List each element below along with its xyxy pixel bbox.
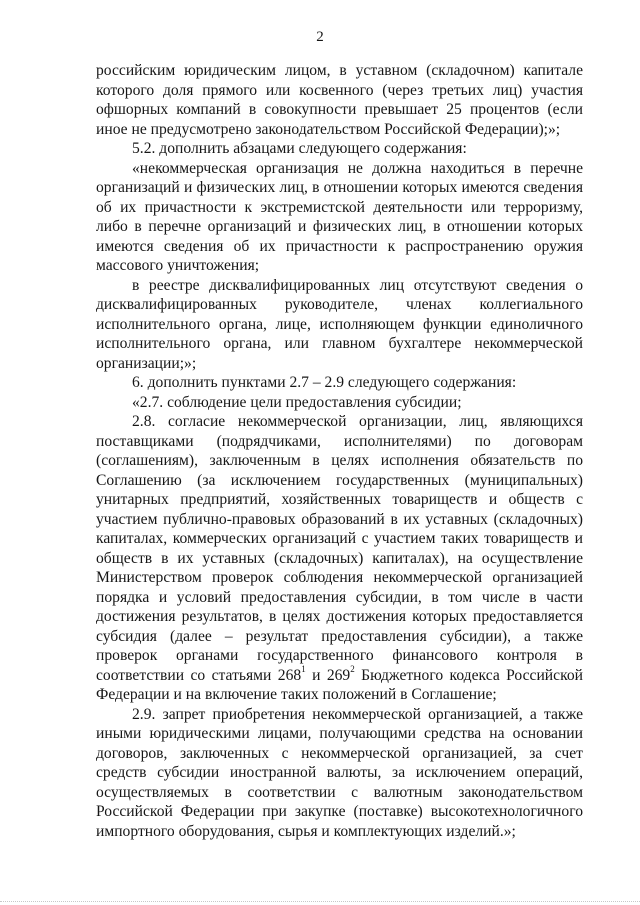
paragraph-continued: российским юридическим лицом, в уставном (складочном) капитале которого доля прямого или косвенного (через третьих лиц) участия офшорных компаний в совокупности превышает 25 процентов (если иное не предусмотрено законодательством Российской Федерации);»; (96, 62, 583, 138)
paragraph-2-9: 2.9. запрет приобретения некоммерческой организацией, а также иными юридическими лицами, получающими средства на основании договоров, заключенных с некоммерческой организацией, за счет средств субсидии иностранной валюты, за исключением операций, осуществляемых в соответствии с валютным законодательством Российской Федерации при закупке (поставке) высокотехнологичного импортного оборудования, сырья и комплектующих изделий.»; (96, 705, 583, 840)
paragraph-reestr: в реестре дисквалифицированных лиц отсутствуют сведения о дисквалифицированных руководителе, членах коллегиального исполнительного органа, лице, исполняющем функции единоличного исполнительного органа, или главном бухгалтере некоммерческой организации;»; (96, 276, 583, 372)
superscript-1: 1 (301, 664, 306, 675)
page-bottom-edge (0, 901, 640, 902)
paragraph-2-8-text-mid: и 269 (305, 666, 351, 684)
paragraph-5-2: 5.2. дополнить абзацами следующего содержания: (132, 140, 467, 157)
paragraph-6: 6. дополнить пунктами 2.7 – 2.9 следующего содержания: (132, 374, 517, 391)
paragraph-2-7: «2.7. соблюдение цели предоставления субсидии; (132, 393, 462, 411)
paragraph-2-8-text-end: Бюджетного кодекса Российской Федерации и на включение таких положений в Соглашение; (96, 666, 583, 703)
paragraph-2-8-text: 2.8. согласие некоммерческой организации, лиц, являющихся поставщиками (подрядчиками, исполнителями) по договорам (соглашениям), заключенным в целях исполнения обязательств по Соглашению (за исключением государственных (муниципальных) унитарных предприятий, хозяйственных товариществ и обществ с участием публично-правовых образований в их уставных (складочных) капиталах, коммерческих организаций с участием таких товариществ и обществ в их уставных (складочных) капиталах), на осуществление Министерством проверок соблюдения некоммерческой организацией порядка и условий предоставления субсидии, в том числе в части достижения результатов, в целях достижения которых предоставляется субсидия (далее – результат предоставления субсидии), а также проверок органами государственного финансового контроля в соответствии со статьями 268 (96, 413, 583, 684)
document-body (96, 61, 583, 841)
paragraph-nko-perechen: «некоммерческая организация не должна находиться в перечне организаций и физических лиц, в отношении которых имеются сведения об их причастности к экстремистской деятельности или терроризму, либо в перечне организаций и физических лиц, в отношении которых имеются сведения об их причастности к распространению оружия массового уничтожения; (96, 159, 583, 274)
superscript-2: 2 (350, 664, 355, 675)
paragraph-2-8 (96, 412, 583, 705)
page-number: 2 (316, 29, 324, 45)
